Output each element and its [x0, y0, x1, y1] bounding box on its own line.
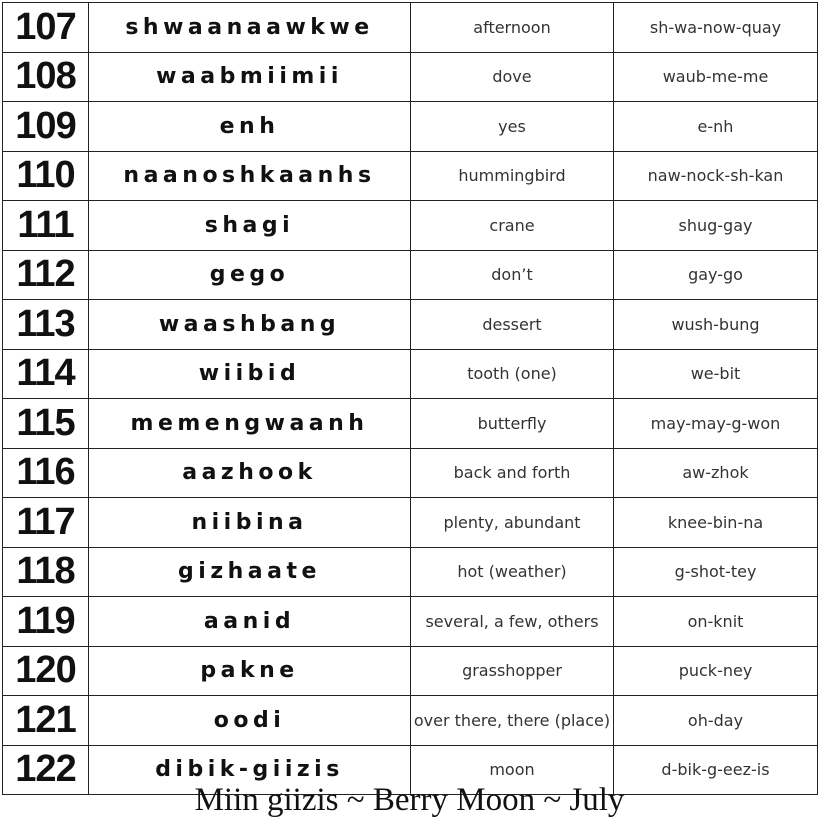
entry-number: 119 — [3, 597, 89, 647]
ojibwe-word: enh — [89, 102, 411, 152]
english-meaning: afternoon — [411, 3, 614, 53]
pronunciation: wush-bung — [614, 300, 818, 350]
pronunciation: shug-gay — [614, 201, 818, 251]
entry-number: 108 — [3, 52, 89, 102]
ojibwe-word: niibina — [89, 498, 411, 548]
pronunciation: g-shot-tey — [614, 547, 818, 597]
page-caption: Miin giizis ~ Berry Moon ~ July — [194, 782, 625, 818]
vocabulary-table — [2, 2, 818, 795]
table-row — [3, 696, 818, 746]
pronunciation: on-knit — [614, 597, 818, 647]
english-meaning: hummingbird — [411, 151, 614, 201]
pronunciation: waub-me-me — [614, 52, 818, 102]
entry-number: 122 — [3, 745, 89, 795]
entry-number: 114 — [3, 349, 89, 399]
table-row — [3, 102, 818, 152]
english-meaning: yes — [411, 102, 614, 152]
english-meaning: don’t — [411, 250, 614, 300]
pronunciation: sh-wa-now-quay — [614, 3, 818, 53]
ojibwe-word: aanid — [89, 597, 411, 647]
entry-number: 115 — [3, 399, 89, 449]
entry-number: 121 — [3, 696, 89, 746]
english-meaning: dessert — [411, 300, 614, 350]
english-meaning: dove — [411, 52, 614, 102]
table-row — [3, 300, 818, 350]
pronunciation: gay-go — [614, 250, 818, 300]
entry-number: 109 — [3, 102, 89, 152]
pronunciation: oh-day — [614, 696, 818, 746]
table-row — [3, 349, 818, 399]
ojibwe-word: aazhook — [89, 448, 411, 498]
ojibwe-word: pakne — [89, 646, 411, 696]
table-row — [3, 52, 818, 102]
english-meaning: back and forth — [411, 448, 614, 498]
table-row — [3, 151, 818, 201]
vocabulary-table-body — [3, 3, 818, 795]
pronunciation: puck-ney — [614, 646, 818, 696]
ojibwe-word: shwaanaawkwe — [89, 3, 411, 53]
english-meaning: tooth (one) — [411, 349, 614, 399]
ojibwe-word: waabmiimii — [89, 52, 411, 102]
english-meaning: moon — [411, 745, 614, 795]
ojibwe-word: oodi — [89, 696, 411, 746]
ojibwe-word: waashbang — [89, 300, 411, 350]
ojibwe-word: dibik-giizis — [89, 745, 411, 795]
table-row — [3, 3, 818, 53]
entry-number: 116 — [3, 448, 89, 498]
table-row — [3, 597, 818, 647]
table-row — [3, 646, 818, 696]
ojibwe-word: shagi — [89, 201, 411, 251]
ojibwe-word: memengwaanh — [89, 399, 411, 449]
pronunciation: we-bit — [614, 349, 818, 399]
ojibwe-word: wiibid — [89, 349, 411, 399]
english-meaning: butterfly — [411, 399, 614, 449]
english-meaning: crane — [411, 201, 614, 251]
entry-number: 112 — [3, 250, 89, 300]
english-meaning: hot (weather) — [411, 547, 614, 597]
pronunciation: d-bik-g-eez-is — [614, 745, 818, 795]
pronunciation: aw-zhok — [614, 448, 818, 498]
table-row — [3, 201, 818, 251]
entry-number: 120 — [3, 646, 89, 696]
table-row — [3, 448, 818, 498]
table-row — [3, 547, 818, 597]
table-row — [3, 399, 818, 449]
table-row — [3, 250, 818, 300]
ojibwe-word: gego — [89, 250, 411, 300]
pronunciation: may-may-g-won — [614, 399, 818, 449]
ojibwe-word: gizhaate — [89, 547, 411, 597]
entry-number: 111 — [3, 201, 89, 251]
entry-number: 117 — [3, 498, 89, 548]
entry-number: 107 — [3, 3, 89, 53]
entry-number: 110 — [3, 151, 89, 201]
entry-number: 118 — [3, 547, 89, 597]
pronunciation: e-nh — [614, 102, 818, 152]
entry-number: 113 — [3, 300, 89, 350]
ojibwe-word: naanoshkaanhs — [89, 151, 411, 201]
english-meaning: plenty, abundant — [411, 498, 614, 548]
english-meaning: grasshopper — [411, 646, 614, 696]
pronunciation: knee-bin-na — [614, 498, 818, 548]
english-meaning: several, a few, others — [411, 597, 614, 647]
pronunciation: naw-nock-sh-kan — [614, 151, 818, 201]
english-meaning: over there, there (place) — [411, 696, 614, 746]
table-row — [3, 498, 818, 548]
